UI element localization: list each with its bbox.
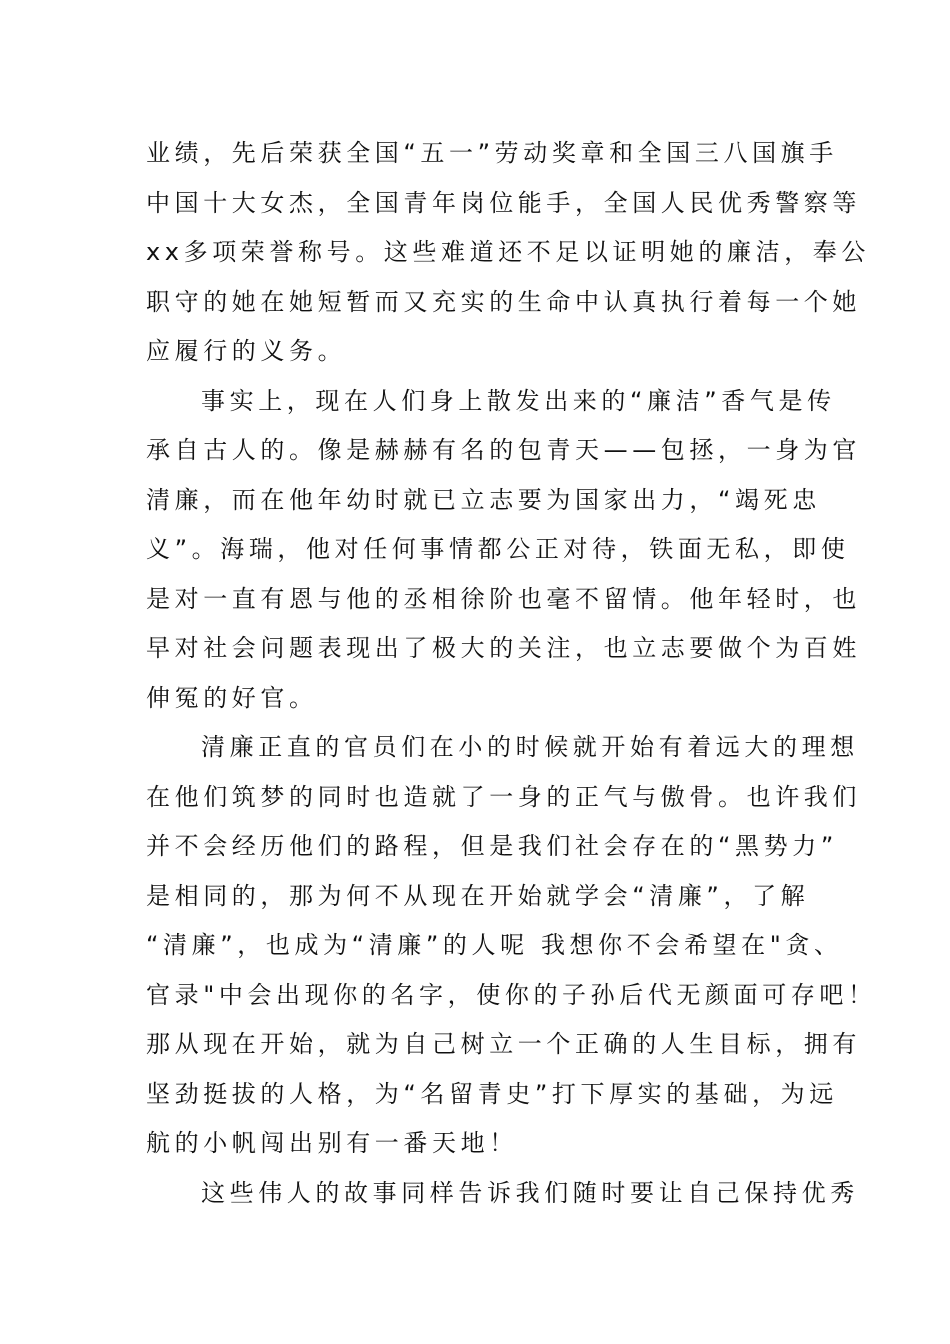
- text-line: 早对社会问题表现出了极大的关注，也立志要做个为百姓: [146, 634, 861, 662]
- paragraph-4: [146, 1169, 859, 1219]
- paragraph-3: [146, 723, 877, 1169]
- text-line: 坚劲挺拔的人格，为“名留青史”打下厚实的基础，为远: [146, 1079, 838, 1108]
- body-text: [146, 129, 877, 1218]
- text-line: 事实上，现在人们身上散发出来的“廉洁”香气是传: [201, 386, 836, 415]
- text-line: 业绩，先后荣获全国“五一”劳动奖章和全国三八国旗手: [146, 139, 838, 167]
- text-line: 伸冤的好官。: [146, 683, 318, 712]
- text-line: 官录"中会出现你的名字，使你的子孙后代无颜面可存吧！: [146, 980, 877, 1009]
- text-line: 航的小帆闯出别有一番天地！: [146, 1129, 518, 1157]
- text-line: 并不会经历他们的路程，但是我们社会存在的“黑势力”: [146, 832, 838, 860]
- text-line: 是对一直有恩与他的丞相徐阶也毫不留情。他年轻时，也: [146, 584, 861, 613]
- paragraph-1: [146, 129, 871, 377]
- text-line: 应履行的义务。: [146, 337, 347, 365]
- text-line: xx多项荣誉称号。这些难道还不足以证明她的廉洁，奉公: [146, 238, 871, 266]
- text-line: 职守的她在她短暂而又充实的生命中认真执行着每一个她: [146, 287, 861, 316]
- text-line: 承自古人的。像是赫赫有名的包青天——包拯，一身为官: [146, 436, 861, 464]
- paragraph-2: [146, 377, 861, 724]
- text-line: 义”。海瑞，他对任何事情都公正对待，铁面无私，即使: [146, 535, 850, 563]
- text-line: 这些伟人的故事同样告诉我们随时要让自己保持优秀: [201, 1178, 859, 1207]
- text-line: 是相同的，那为何不从现在开始就学会“清廉”，了解: [146, 881, 810, 910]
- text-line: 中国十大女杰，全国青年岗位能手，全国人民优秀警察等: [146, 188, 861, 217]
- text-line: 那从现在开始，就为自己树立一个正确的人生目标，拥有: [146, 1030, 861, 1058]
- text-line: 清廉，而在他年幼时就已立志要为国家出力，“竭死忠: [146, 485, 821, 514]
- text-line: 清廉正直的官员们在小的时候就开始有着远大的理想: [201, 733, 859, 761]
- text-line: “清廉”，也成为“清廉”的人呢 我想你不会希望在"贪、: [146, 931, 843, 959]
- text-line: 在他们筑梦的同时也造就了一身的正气与傲骨。也许我们: [146, 782, 861, 811]
